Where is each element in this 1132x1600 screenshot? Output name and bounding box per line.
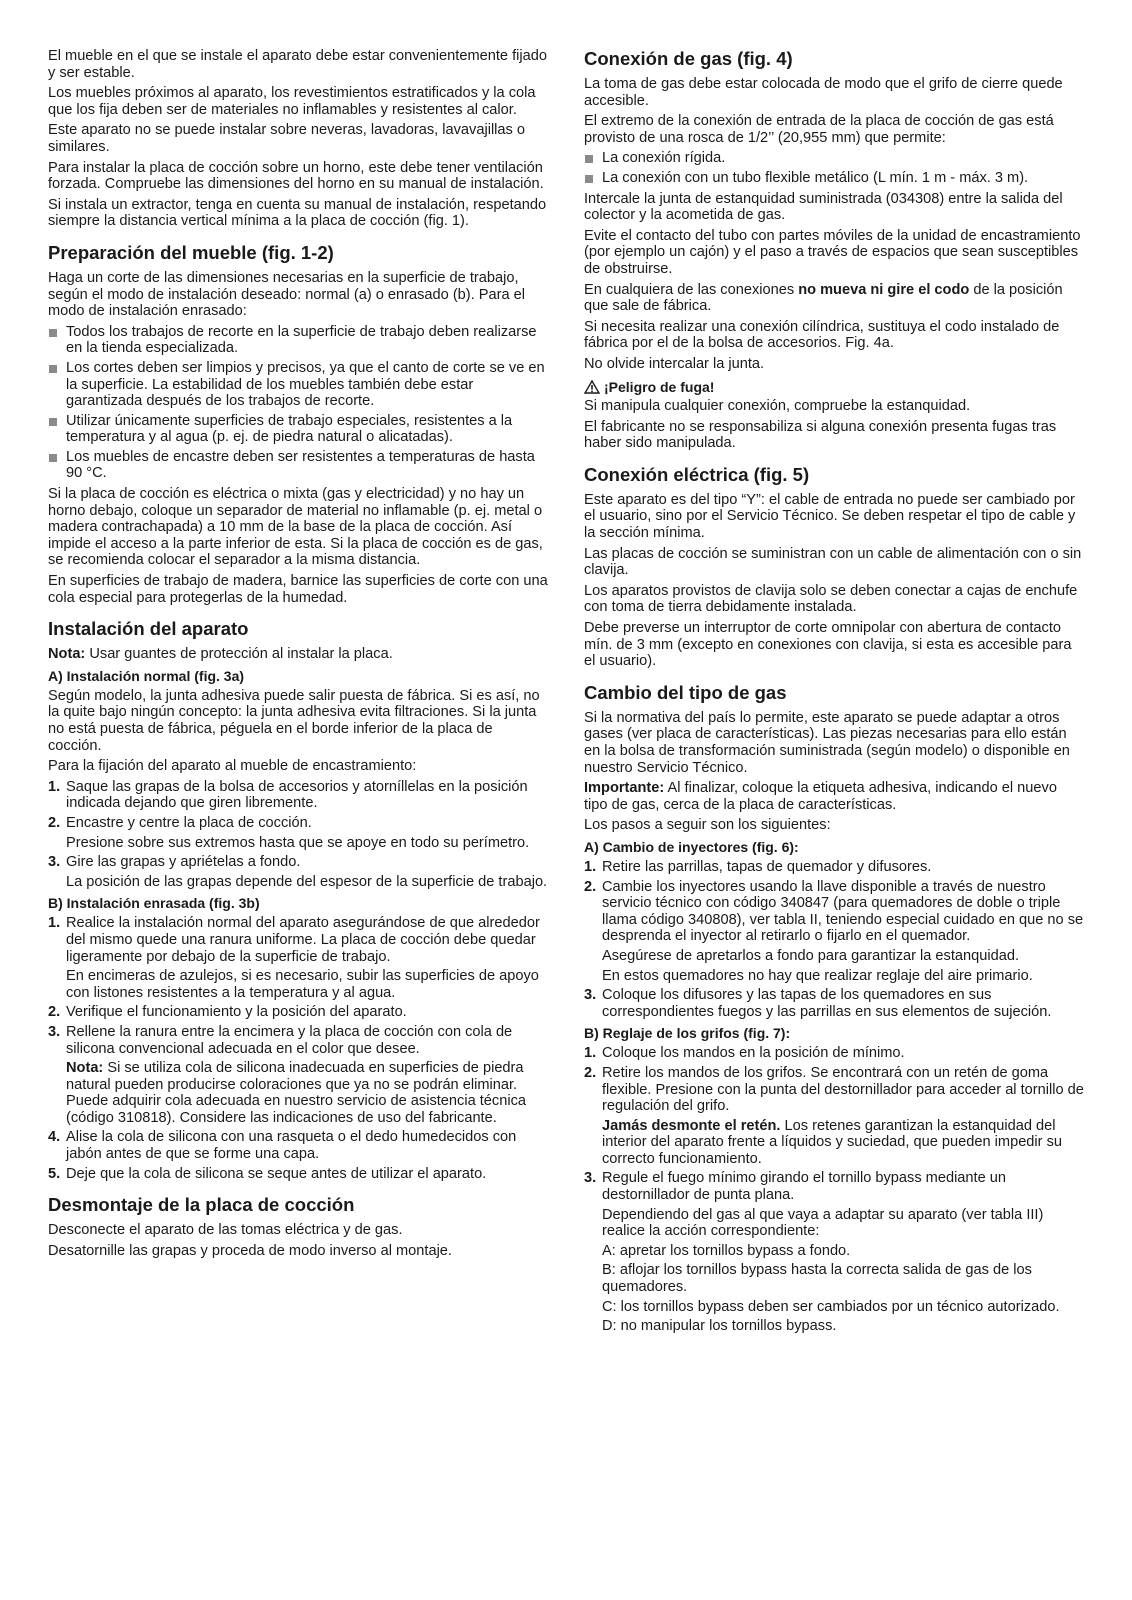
subsection-title-inyectores: A) Cambio de inyectores (fig. 6): — [584, 838, 799, 855]
two-columns — [48, 48, 1084, 1339]
list-item — [584, 1170, 1084, 1334]
gas-paragraph-1: La toma de gas debe estar colocada de modo que el grifo de cierre quede accesible. — [584, 76, 1063, 109]
section-title-conexion-gas: Conexión de gas (fig. 4) — [584, 48, 793, 69]
step-number: 3. — [584, 987, 597, 1004]
step-subtext: La posición de las grapas depende del espesor de la superficie de trabajo. — [66, 873, 548, 890]
gas-paragraph-7: No olvide intercalar la junta. — [584, 355, 765, 372]
bold-text: Jamás desmonte el retén. — [602, 1117, 781, 1134]
list-item — [584, 987, 1084, 1020]
step-text: Verifique el funcionamiento y la posición del aparato. — [66, 1004, 407, 1021]
inst-a-steps — [48, 779, 548, 891]
important-label: Importante: — [584, 780, 665, 797]
warning-title: ¡Peligro de fuga! — [604, 378, 715, 395]
step-text: Regule el fuego mínimo girando el tornillo bypass mediante un destornillador de punta plana. — [602, 1170, 1007, 1204]
elec-paragraph-4: Debe preverse un interruptor de corte omnipolar con abertura de contacto mín. de 3 mm (excepto en conexiones con clavija, si esta es accesible para el usuario). — [584, 620, 1072, 670]
reglaje-steps — [584, 1045, 1084, 1335]
list-item — [48, 1024, 548, 1127]
bold-text: no mueva ni gire el codo — [798, 281, 970, 298]
list-item: Los cortes deben ser limpios y precisos, ya que el canto de corte se ve en la superficie. La estabilidad de los muebles también debe estar garantizada después de los trabajos de recorte. — [48, 360, 548, 410]
step-note — [66, 1060, 548, 1126]
elec-paragraph-2: Las placas de cocción se suministran con un cable de alimentación con o sin clavija. — [584, 545, 1082, 579]
list-item: Los muebles de encastre deben ser resistentes a temperaturas de hasta 90 °C. — [48, 449, 548, 482]
text-span: En cualquiera de las conexiones — [584, 281, 799, 298]
section-title-conexion-electrica: Conexión eléctrica (fig. 5) — [584, 463, 810, 485]
step-number: 2. — [584, 878, 597, 895]
note-label: Nota: — [48, 646, 86, 663]
list-item — [48, 1004, 548, 1021]
step-text: Rellene la ranura entre la encimera y la placa de cocción con cola de silicona convencional adecuada en el color que desee. — [66, 1023, 513, 1057]
inst-note — [48, 646, 548, 663]
section-title-preparacion: Preparación del mueble (fig. 1-2) — [48, 241, 334, 263]
left-column — [48, 48, 548, 1339]
step-number: 2. — [48, 814, 61, 831]
important-text: Al finalizar, coloque la etiqueta adhesiva, indicando el nuevo tipo de gas, cerca de la placa de características. — [584, 780, 1057, 813]
list-item: La conexión con un tubo flexible metálico (L mín. 1 m - máx. 3 m). — [584, 170, 1084, 187]
step-number: 2. — [48, 1004, 61, 1021]
gas-paragraph-3: Intercale la junta de estanquidad suministrada (034308) entre la salida del colector y la acometida de gas. — [584, 190, 1063, 224]
elec-paragraph-3: Los aparatos provistos de clavija solo se deben conectar a cajas de enchufe con toma de tierra debidamente instalada. — [584, 582, 1078, 616]
intro-paragraph-5: Si instala un extractor, tenga en cuenta su manual de instalación, respetando siempre la distancia vertical mínima a la placa de cocción (fig. 1). — [48, 196, 547, 230]
list-item — [584, 1065, 1084, 1168]
prep-bullet-list — [48, 324, 548, 482]
warning-triangle-icon — [584, 380, 600, 394]
step-text: Realice la instalación normal del aparato asegurándose de que alrededor del mismo quede una ranura uniforme. La placa de cocción debe quedar ligeramente por debajo de la superficie de trabajo. — [66, 915, 540, 965]
warning-paragraph-1: Si manipula cualquier conexión, compruebe la estanquidad. — [584, 398, 971, 415]
prep-paragraph-2: En superficies de trabajo de madera, barnice las superficies de corte con una cola especial para protegerlas de la humedad. — [48, 573, 548, 606]
step-subtext: Dependiendo del gas al que vaya a adaptar su aparato (ver tabla III) realice la acción correspondiente: — [602, 1206, 1044, 1240]
gas-paragraph-6: Si necesita realizar una conexión cilíndrica, sustituya el codo instalado de fábrica por el de la bolsa de accesorios. Fig. 4a. — [584, 318, 1060, 352]
prep-paragraph-1: Si la placa de cocción es eléctrica o mixta (gas y electricidad) y no hay un horno debajo, coloque un separador de material no inflamable (p. ej. metal o madera contrachapada) a 10 mm de la base de la placa de cocción. Así impide el acceso a la parte inferior de esta. Si la placa de cocción es de gas, se recomienda colocar el separador a la misma distancia. — [48, 486, 543, 569]
text-span: Los retenes garantizan la estanquidad del interior del aparato frente a líquidos y suciedad, que pueden impedir su correcto funcionamiento. — [602, 1117, 1062, 1167]
step-text: Encastre y centre la placa de cocción. — [66, 814, 312, 831]
step-text: Saque las grapas de la bolsa de accesorios y atorníllelas en la posición indicada dejando que giren libremente. — [66, 778, 528, 812]
prep-intro: Haga un corte de las dimensiones necesarias en la superficie de trabajo, según el modo de instalación deseado: normal (a) o enrasado (b). Para el modo de instalación enrasado: — [48, 269, 526, 320]
step-subtext: Presione sobre sus extremos hasta que se apoye en todo su perímetro. — [66, 834, 530, 851]
list-item — [48, 1129, 548, 1162]
step-text: Gire las grapas y apriételas a fondo. — [66, 854, 301, 871]
step-number: 3. — [48, 1023, 61, 1040]
cambio-paragraph-2: Los pasos a seguir son los siguientes: — [584, 817, 831, 834]
text-span: de la posición que sale de fábrica. — [584, 281, 1063, 315]
section-title-cambio-gas: Cambio del tipo de gas — [584, 681, 787, 703]
step-subtext: A: apretar los tornillos bypass a fondo. — [602, 1242, 851, 1259]
desm-paragraph-1: Desconecte el aparato de las tomas eléctrica y de gas. — [48, 1222, 403, 1239]
gas-bullet-list — [584, 150, 1084, 186]
section-title-desmontaje: Desmontaje de la placa de cocción — [48, 1194, 355, 1216]
intro-paragraph-2: Los muebles próximos al aparato, los revestimientos estratificados y la cola que los fija deben ser de materiales no inflamables y resistentes al calor. — [48, 85, 536, 118]
subsection-title-reglaje: B) Reglaje de los grifos (fig. 7): — [584, 1025, 791, 1042]
elec-paragraph-1: Este aparato es del tipo “Y”: el cable de entrada no puede ser cambiado por el usuario, sino por el Servicio Técnico. Se deben respetar el tipo de cable y la sección mínima. — [584, 491, 1076, 542]
warning-heading — [584, 379, 1084, 396]
right-column — [584, 48, 1084, 1339]
list-item — [48, 815, 548, 851]
list-item — [584, 879, 1084, 985]
list-item: La conexión rígida. — [584, 150, 1084, 167]
step-number: 3. — [48, 854, 61, 871]
step-subtext: Asegúrese de apretarlos a fondo para garantizar la estanquidad. — [602, 947, 1020, 964]
subsection-title-enrasada: B) Instalación enrasada (fig. 3b) — [48, 895, 260, 912]
gas-paragraph-4: Evite el contacto del tubo con partes móviles de la unidad de encastramiento (por ejemplo un cajón) y el paso a través de espacios que sean susceptibles de obstruirse. — [584, 227, 1081, 277]
step-text: Coloque los difusores y las tapas de los quemadores en sus correspondientes fuegos y las parrillas en sus elementos de sujeción. — [602, 987, 1052, 1020]
step-number: 1. — [48, 915, 61, 932]
list-item: Todos los trabajos de recorte en la superficie de trabajo deben realizarse en la tienda especializada. — [48, 324, 548, 357]
step-number: 1. — [584, 1045, 597, 1062]
step-text: Cambie los inyectores usando la llave disponible a través de nuestro servicio técnico con código 340847 (para quemadores de doble o triple llama código 340808), ver tabla II, teniendo especial cuidado en que no se desprenda el inyector al retirarlo o fijarlo en el quemador. — [602, 878, 1084, 945]
step-text: Retire los mandos de los grifos. Se encontrará con un retén de goma flexible. Presione con la punta del destornillador para acceder al tornillo de regulación del grifo. — [602, 1064, 1084, 1115]
inst-a-paragraph-2: Para la fijación del aparato al mueble de encastramiento: — [48, 758, 417, 775]
step-subtext: B: aflojar los tornillos bypass hasta la correcta salida de gas de los quemadores. — [602, 1262, 1032, 1296]
list-item — [584, 859, 1084, 876]
step-number: 1. — [48, 778, 61, 795]
list-item — [48, 915, 548, 1001]
step-number: 5. — [48, 1165, 61, 1182]
gas-paragraph-2: El extremo de la conexión de entrada de la placa de cocción de gas está provisto de una rosca de 1/2’’ (20,955 mm) que permite: — [584, 113, 1054, 146]
cambio-paragraph-1: Si la normativa del país lo permite, este aparato se puede adaptar a otros gases (ver placa de características). Las piezas necesarias para ello están en la bolsa de transformación suministrada (según modelo) o disponible en nuestro Servicio Técnico. — [584, 709, 1070, 776]
step-text: Coloque los mandos en la posición de mínimo. — [602, 1045, 905, 1062]
note-text: Si se utiliza cola de silicona inadecuada en superficies de piedra natural pueden producirse coloraciones que ya no se podrán eliminar. Puede adquirir cola adecuada en nuestro servicio de asistencia técnica (código 310818). Considere las indicaciones de uso del fabricante. — [66, 1060, 526, 1126]
step-text: Retire las parrillas, tapas de quemador y difusores. — [602, 858, 932, 875]
step-number: 3. — [584, 1170, 597, 1187]
step-subtext: En encimeras de azulejos, si es necesario, subir las superficies de apoyo con listones resistentes a la temperatura y al agua. — [66, 968, 539, 1001]
intro-paragraph-3: Este aparato no se puede instalar sobre neveras, lavadoras, lavavajillas o similares. — [48, 122, 526, 155]
step-number: 1. — [584, 858, 597, 875]
section-title-instalacion: Instalación del aparato — [48, 618, 249, 640]
intro-paragraph-1: El mueble en el que se instale el aparato debe estar convenientemente fijado y ser estable. — [48, 48, 547, 81]
list-item — [48, 854, 548, 890]
list-item — [584, 1045, 1084, 1062]
cambio-important — [584, 780, 1084, 813]
intro-paragraph-4: Para instalar la placa de cocción sobre un horno, este debe tener ventilación forzada. Compruebe las dimensiones del horno en su manual de instalación. — [48, 159, 544, 193]
list-item — [48, 779, 548, 812]
step-number: 4. — [48, 1129, 61, 1146]
note-label: Nota: — [66, 1060, 104, 1077]
note-text: Usar guantes de protección al instalar la placa. — [85, 646, 393, 663]
warning-paragraph-2: El fabricante no se responsabiliza si alguna conexión presenta fugas tras haber sido manipulada. — [584, 418, 1057, 452]
step-text: Deje que la cola de silicona se seque antes de utilizar el aparato. — [66, 1165, 487, 1182]
inst-a-paragraph-1: Según modelo, la junta adhesiva puede salir puesta de fábrica. Si es así, no la quite bajo ningún concepto: la junta adhesiva evita filtraciones. Si la junta no está puesta de fábrica, péguela en el borde inferior de la placa de cocción. — [48, 687, 540, 754]
desm-paragraph-2: Desatornille las grapas y proceda de modo inverso al montaje. — [48, 1242, 452, 1259]
inst-b-steps — [48, 915, 548, 1182]
step-subtext: D: no manipular los tornillos bypass. — [602, 1318, 837, 1335]
list-item — [48, 1166, 548, 1183]
subsection-title-normal: A) Instalación normal (fig. 3a) — [48, 667, 245, 684]
inyectores-steps — [584, 859, 1084, 1020]
step-text: Alise la cola de silicona con una rasqueta o el dedo humedecidos con jabón antes de que se forme una capa. — [66, 1129, 517, 1163]
gas-paragraph-5 — [584, 282, 1084, 315]
step-subtext: En estos quemadores no hay que realizar reglaje del aire primario. — [602, 967, 1033, 984]
step-subtext: C: los tornillos bypass deben ser cambiados por un técnico autorizado. — [602, 1298, 1060, 1315]
list-item: Utilizar únicamente superficies de trabajo especiales, resistentes a la temperatura y al agua (p. ej. de piedra natural o alicatadas). — [48, 413, 548, 446]
step-number: 2. — [584, 1064, 597, 1081]
step-subtext — [602, 1118, 1084, 1168]
